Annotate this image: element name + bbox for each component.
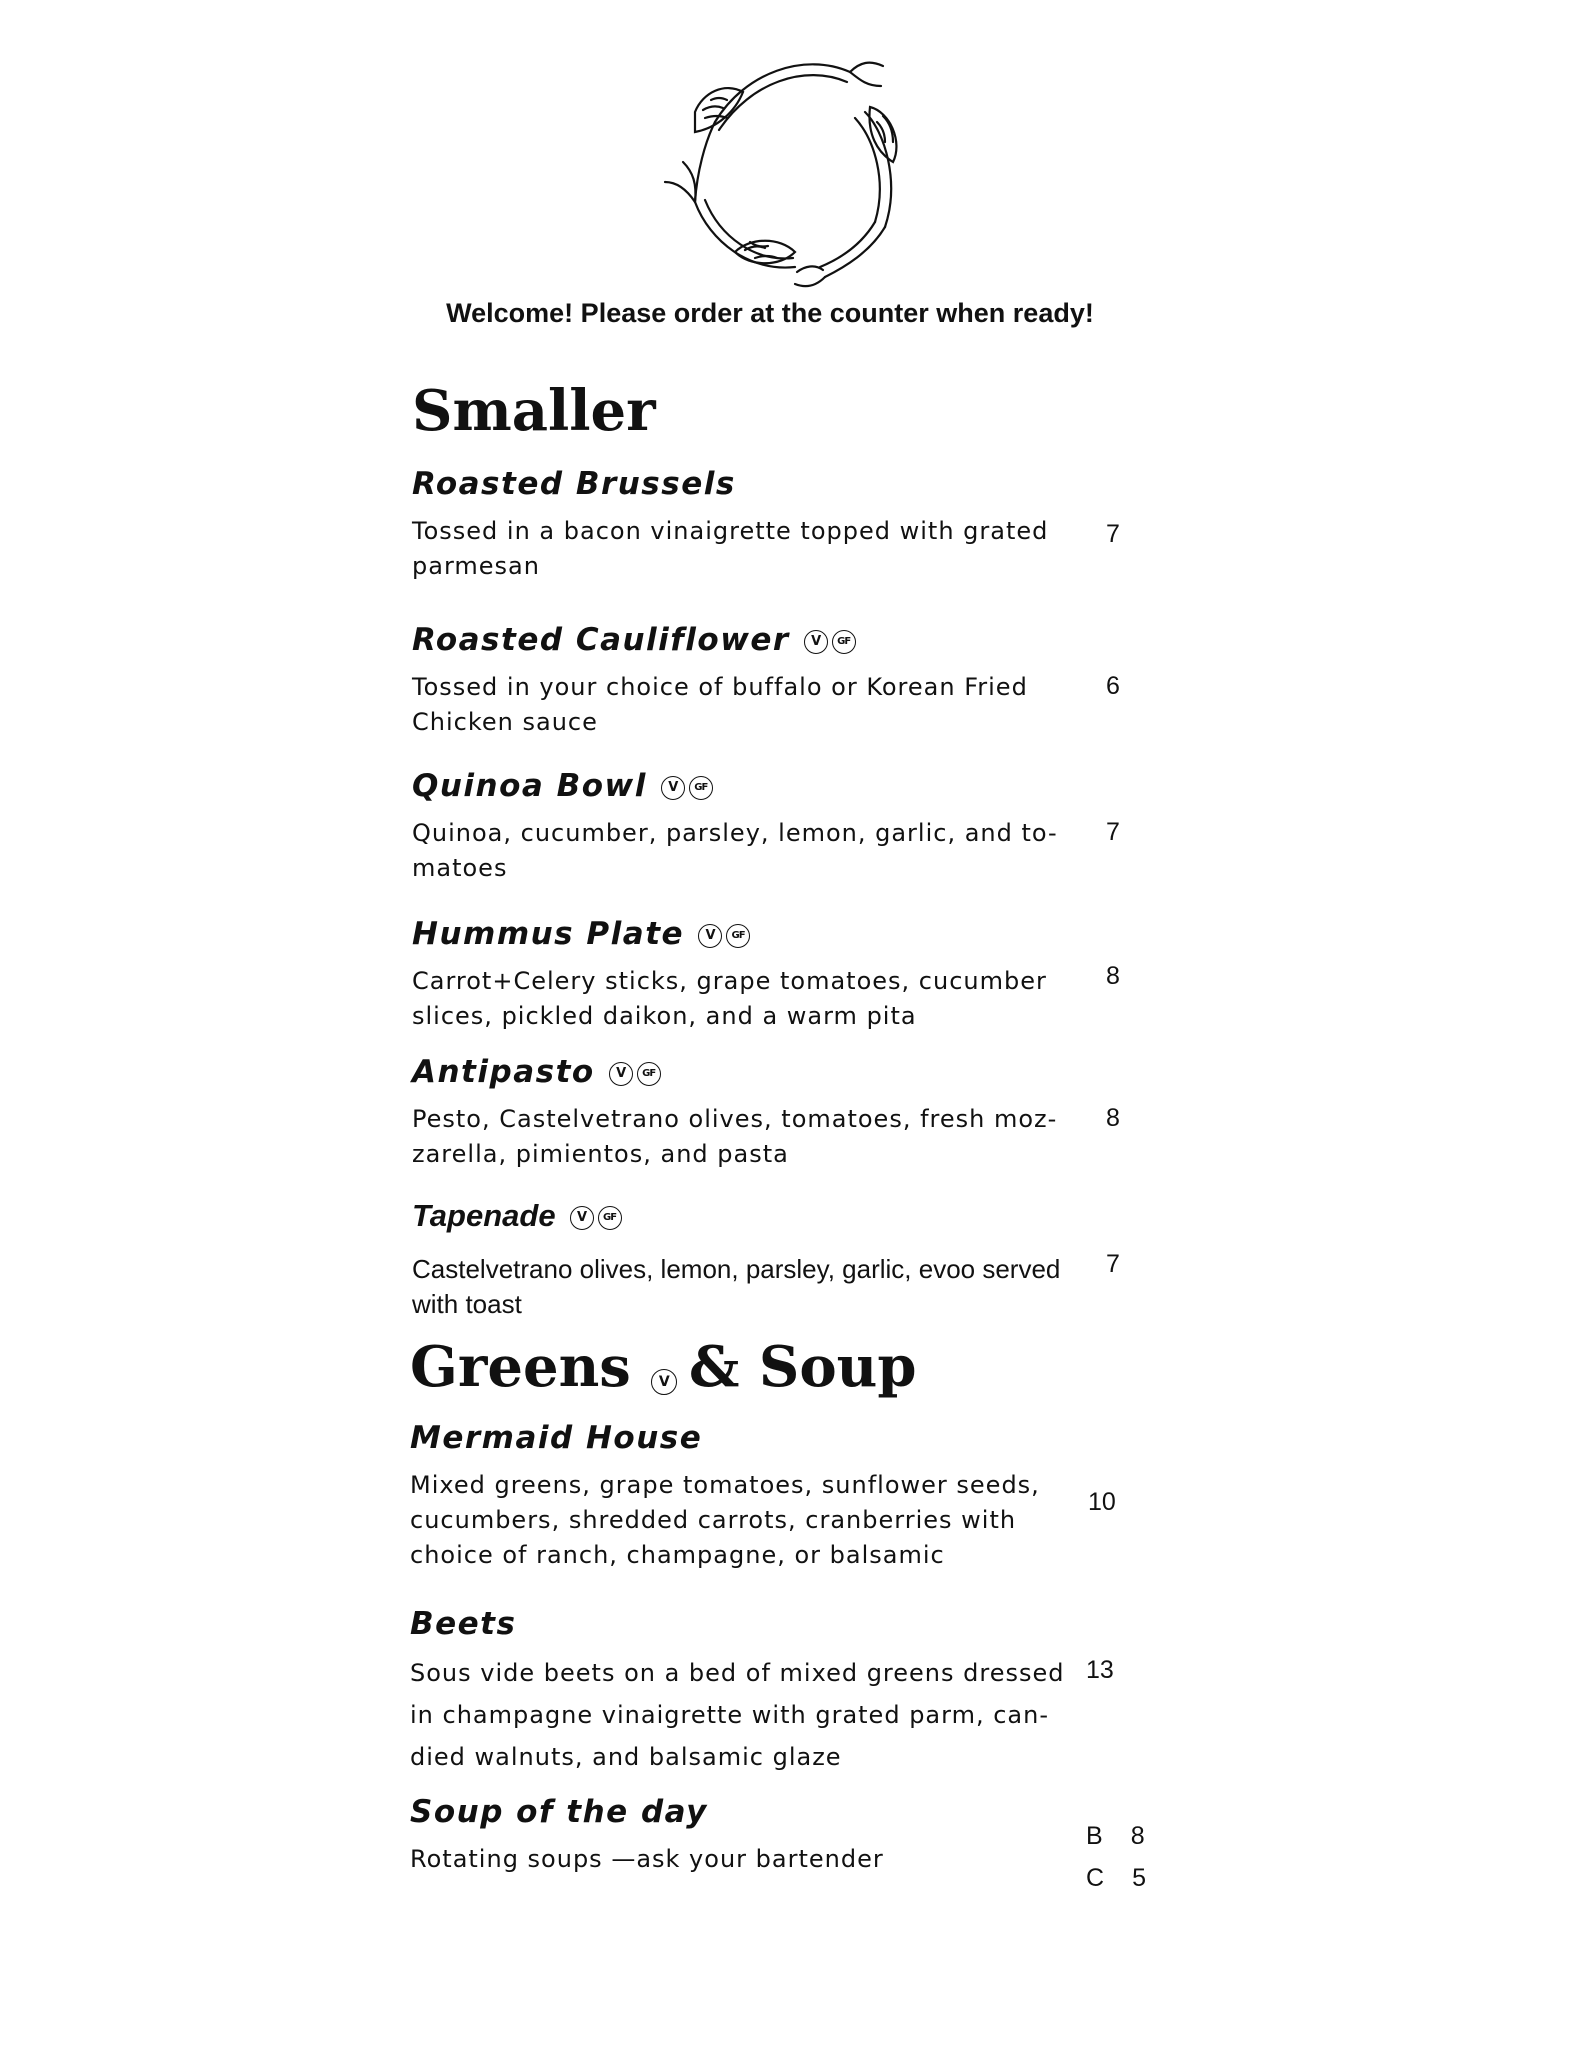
item-name: Hummus Plate V GF [412,916,1132,952]
size-label: B [1086,1822,1103,1850]
item-name: Mermaid House [410,1420,703,1456]
menu-item-antipasto [412,1054,1132,1172]
size-label: C [1086,1864,1105,1892]
item-price: 13 [1086,1656,1114,1684]
item-name: Soup of the day [410,1794,708,1830]
item-description: Tossed in your choice of buffalo or Korean Fried Chicken sauce [412,673,1028,736]
item-name: Tapenade V GF [412,1198,1132,1234]
gluten-free-badge-icon: GF [637,1062,661,1086]
section-title-smaller: Smaller [412,378,656,444]
gluten-free-badge-icon: GF [832,630,856,654]
menu-item-beets [410,1606,1130,1778]
item-name: Quinoa Bowl V GF [412,768,1132,804]
mermaid-ring-logo-icon [655,52,915,300]
item-name: Roasted Cauliflower V GF [412,622,1132,658]
item-description: Tossed in a bacon vinaigrette topped with grated parmesan [412,517,1049,580]
item-name: Roasted Brussels [412,466,736,502]
item-price: 8 [1106,1104,1120,1132]
menu-item-roasted-brussels [412,466,1132,584]
menu-item-mermaid-house [410,1420,1130,1573]
price-bowl [1086,1822,1145,1851]
item-description: Castelvetrano olives, lemon, parsley, garlic, evoo served with toast [412,1254,1061,1319]
item-description: Sous vide beets on a bed of mixed greens dressed in champagne vinaigrette with grated parm, can-died walnuts, and balsamic glaze [410,1659,1065,1771]
menu-item-soup-of-the-day [410,1794,1130,1877]
menu-item-tapenade [412,1198,1132,1322]
vegan-badge-icon: V [661,776,685,800]
item-price: 8 [1130,1822,1145,1850]
item-price: 5 [1132,1864,1146,1892]
item-description: Carrot+Celery sticks, grape tomatoes, cucumber slices, pickled daikon, and a warm pita [412,967,1047,1030]
gluten-free-badge-icon: GF [689,776,713,800]
item-price: 8 [1106,962,1120,990]
item-price: 7 [1106,818,1120,846]
item-description: Quinoa, cucumber, parsley, lemon, garlic, and to-matoes [412,819,1058,882]
item-price: 6 [1106,672,1120,700]
menu-item-roasted-cauliflower [412,622,1132,740]
menu-item-quinoa-bowl [412,768,1132,886]
item-description: Mixed greens, grape tomatoes, sunflower seeds, cucumbers, shredded carrots, cranberries with choice of ranch, champagne, or balsamic [410,1471,1040,1569]
vegan-badge-icon: V [804,630,828,654]
item-price: 7 [1106,520,1120,548]
menu-item-hummus-plate [412,916,1132,1034]
section-title-greens-soup: Greens V & Soup [410,1334,917,1400]
welcome-message: Welcome! Please order at the counter when ready! [446,298,1094,328]
item-description: Rotating soups —ask your bartender [410,1845,884,1873]
vegan-badge-icon: V [698,924,722,948]
price-cup [1086,1864,1146,1893]
gluten-free-badge-icon: GF [598,1206,622,1230]
item-description: Pesto, Castelvetrano olives, tomatoes, fresh moz-zarella, pimientos, and pasta [412,1105,1058,1168]
item-price: 10 [1088,1488,1116,1516]
vegan-badge-icon: V [570,1206,594,1230]
item-name: Beets [410,1606,517,1642]
vegan-badge-icon: V [609,1062,633,1086]
item-name: Antipasto V GF [412,1054,1132,1090]
gluten-free-badge-icon: GF [726,924,750,948]
vegan-badge-icon: V [651,1369,677,1395]
item-price: 7 [1106,1250,1120,1278]
